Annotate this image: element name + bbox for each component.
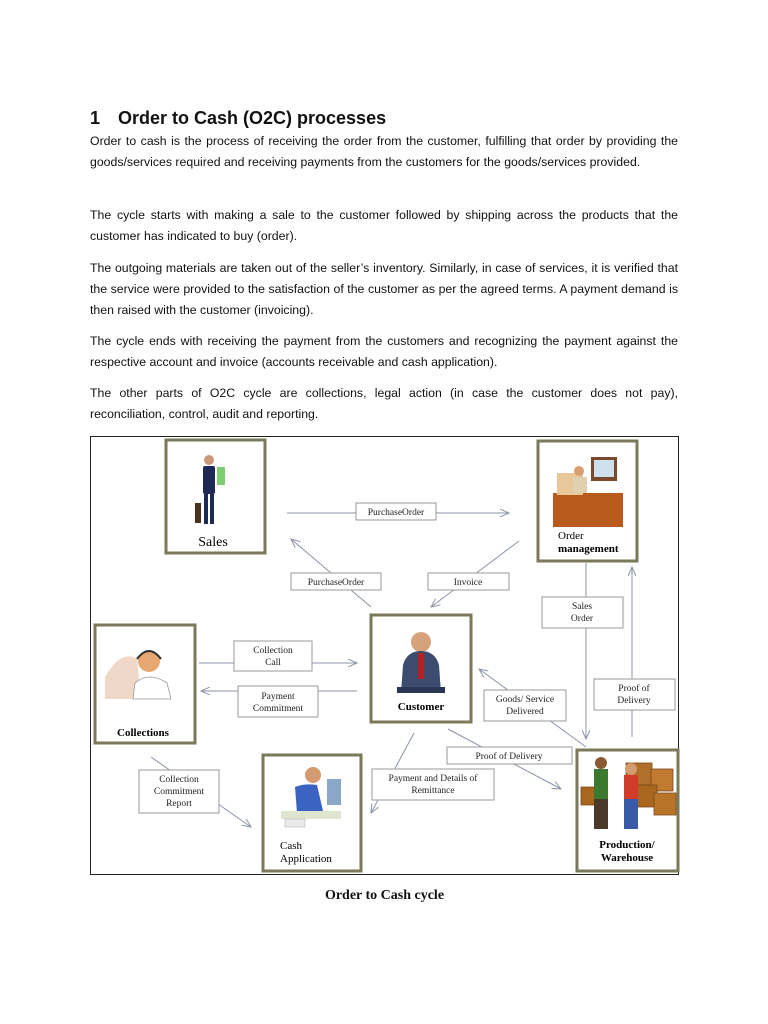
label-purchase-order-top: PurchaseOrder <box>367 508 425 518</box>
label-proof-of-delivery-right-2: Delivery <box>617 696 651 706</box>
label-proof-of-delivery-right-1: Proof of <box>618 684 650 694</box>
section-title: Order to Cash (O2C) processes <box>118 108 387 128</box>
paragraph-1: Order to cash is the process of receiving the order from the customer, fulfilling that order by providing the goods/services required and receiving payments from the customers for the goods/services provided. <box>90 134 678 169</box>
figure-caption: Order to Cash cycle <box>324 888 445 903</box>
node-customer-label: Customer <box>397 701 445 713</box>
label-payment-remittance-2: Remittance <box>411 786 455 796</box>
node-sales <box>166 440 265 553</box>
label-collection-report-2: Commitment <box>153 787 205 797</box>
label-collection-report-3: Report <box>166 799 192 809</box>
paragraph-3: The outgoing materials are taken out of the seller’s inventory. Similarly, in case of services, it is verified that the service were provided to the satisfaction of the customer as per the agreed terms. A payment demand is then raised with the customer (invoicing). <box>90 261 678 317</box>
o2c-diagram <box>90 436 679 875</box>
label-payment-remittance-1: Payment and Details of <box>388 774 478 784</box>
node-warehouse-label-1: Production/ <box>599 839 655 851</box>
node-collections <box>95 625 195 743</box>
paragraph-5: The other parts of O2C cycle are collections, legal action (in case the customer does not pay), reconciliation, control, audit and reporting. <box>90 386 678 421</box>
label-payment-commitment-2: Commitment <box>252 704 304 714</box>
node-production-warehouse <box>577 750 678 871</box>
section-heading <box>90 108 386 129</box>
label-goods-service-2: Delivered <box>506 707 544 717</box>
node-cash-application <box>263 755 361 871</box>
node-cash-label-2: Application <box>280 853 332 865</box>
label-sales-order-1: Sales <box>571 602 593 612</box>
node-warehouse-label-2: Warehouse <box>600 852 654 864</box>
label-payment-commitment-1: Payment <box>261 692 295 702</box>
label-goods-service-1: Goods/ Service <box>495 695 555 705</box>
node-order-label-2: management <box>558 543 619 555</box>
label-collection-call-1: Collection <box>253 646 293 656</box>
node-cash-label-1: Cash <box>280 840 302 852</box>
label-purchase-order-mid: PurchaseOrder <box>307 578 365 588</box>
label-invoice: Invoice <box>453 578 483 588</box>
node-order-label-1: Order <box>558 530 584 542</box>
paragraph-2: The cycle starts with making a sale to the customer followed by shipping across the products that the customer has indicated to buy (order). <box>90 208 678 243</box>
label-sales-order-2: Order <box>570 614 594 624</box>
node-customer <box>371 615 471 722</box>
node-sales-label: Sales <box>198 535 228 550</box>
node-order-management <box>538 441 637 561</box>
paragraph-4: The cycle ends with receiving the payment from the customers and recognizing the payment against the respective account and invoice (accounts receivable and cash application). <box>90 334 678 369</box>
label-collection-report-1: Collection <box>159 775 199 785</box>
label-collection-call-2: Call <box>265 658 281 668</box>
node-collections-label: Collections <box>117 727 169 739</box>
label-proof-of-delivery-mid: Proof of Delivery <box>475 752 543 762</box>
section-number: 1 <box>90 108 101 128</box>
